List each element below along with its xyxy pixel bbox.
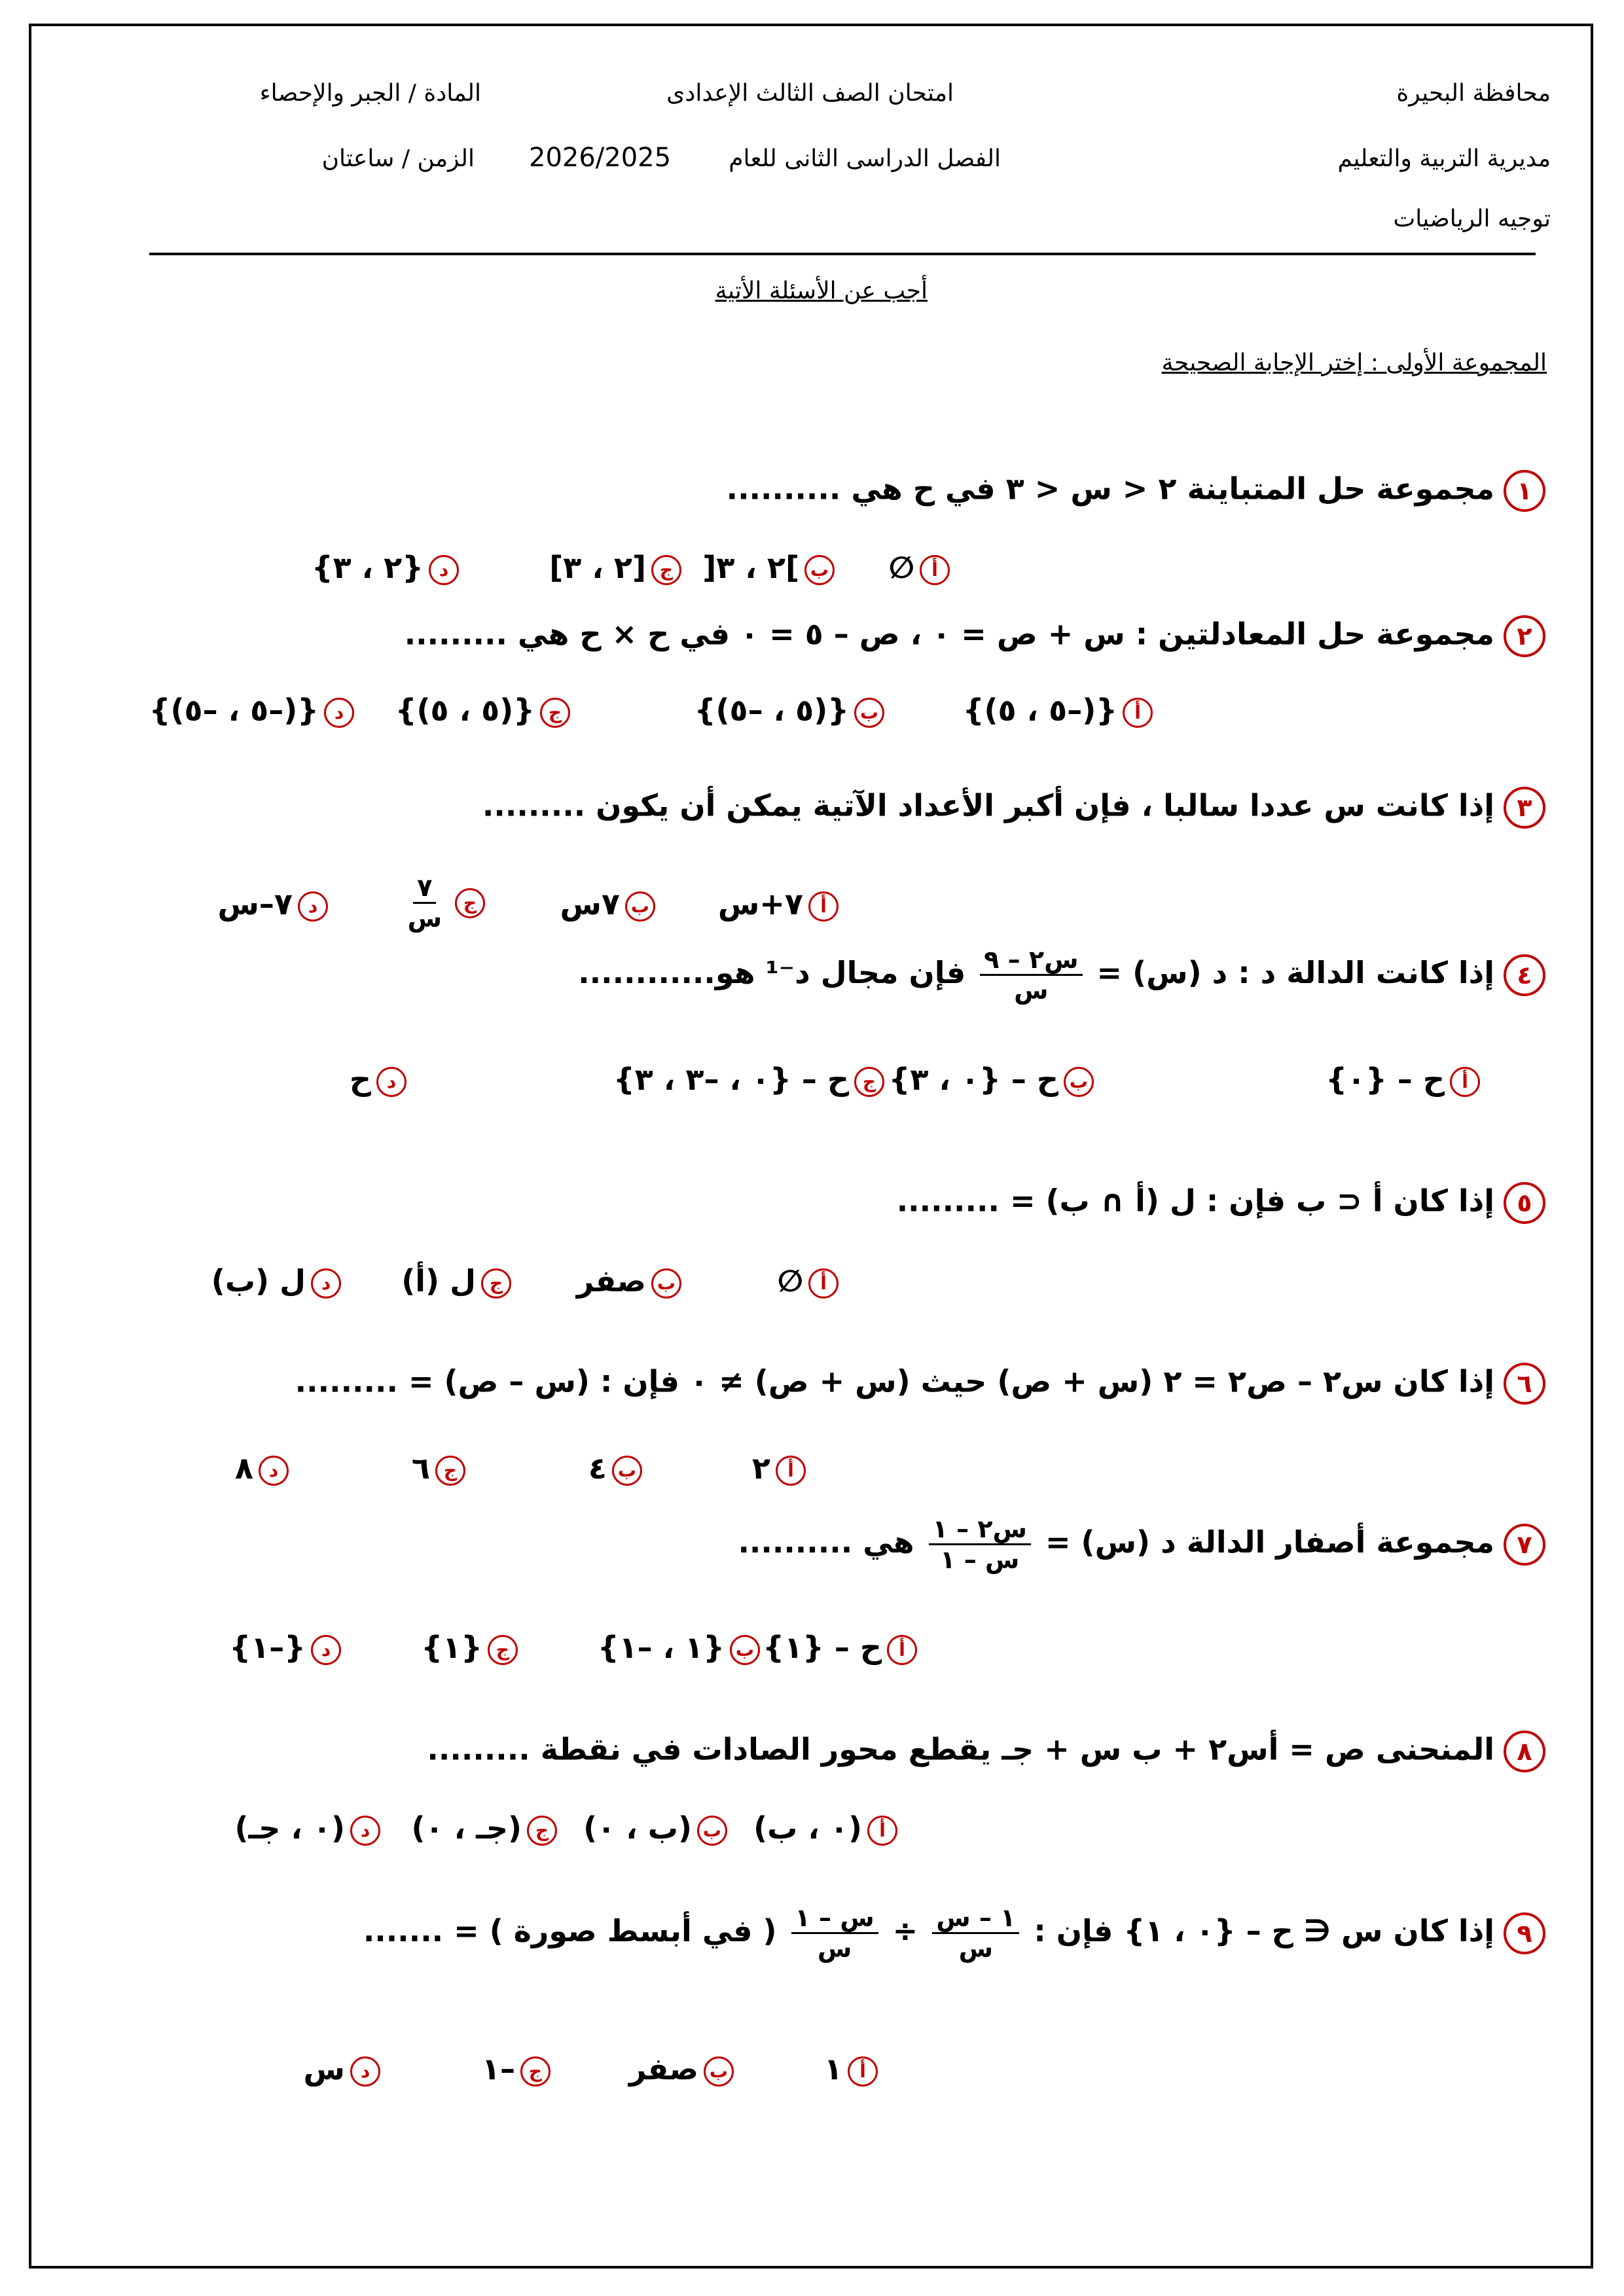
fraction-1: $\frac{\text{١ – س}}{\text{س}}$: [932, 1903, 1019, 1963]
supervision: توجيه الرياضيات: [1393, 206, 1551, 232]
option-a[interactable]: أح – {٠}: [1326, 1062, 1480, 1097]
option-c[interactable]: ج{(٥ ، ٥)}: [395, 692, 570, 728]
option-d[interactable]: د{(–٥ ، –٥)}: [149, 692, 354, 728]
question-5: ٥إذا كان أ ⊂ ب فإن : ل (أ ∩ ب) = .........: [897, 1182, 1545, 1224]
question-text: إذا كان أ ⊂ ب فإن : ل (أ ∩ ب) = .........: [896, 1183, 1494, 1219]
option-c[interactable]: ج{١}: [421, 1630, 518, 1665]
question-text: مجموعة حل المعادلتين : س + ص = ٠ ، ص – ٥ = ٠ في ح × ح هي .........: [404, 616, 1494, 652]
option-d[interactable]: د{–١}: [229, 1630, 341, 1665]
question-6: ٦إذا كان س٢ – ص٢ = ٢ (س + ص) حيث (س + ص) ≠ ٠ فإن : (س – ص) = .........: [295, 1363, 1545, 1405]
option-a[interactable]: أ٧+س: [718, 886, 839, 922]
question-3: ٣إذا كانت س عددا سالبا ، فإن أكبر الأعداد الآتية يمكن أن يكون .........: [482, 787, 1545, 829]
question-1: [727, 470, 1545, 512]
option-d[interactable]: د٨: [235, 1450, 289, 1486]
option-c[interactable]: ج–١: [482, 2051, 550, 2087]
option-c[interactable]: ج(جـ ، ٠): [411, 1810, 557, 1846]
option-d[interactable]: دل (ب): [211, 1263, 341, 1299]
fraction-2: $\frac{\text{س – ١}}{\text{س}}$: [791, 1903, 878, 1963]
question-8: ٨المنحنى ص = أس٢ + ب س + جـ يقطع محور الصادات في نقطة .........: [427, 1731, 1545, 1772]
year: 2026/2025: [529, 143, 672, 173]
option-a[interactable]: أ∅: [778, 1263, 839, 1299]
option-b[interactable]: ب٤: [588, 1450, 642, 1486]
option-b[interactable]: ب(ب ، ٠): [583, 1810, 727, 1846]
question-text: إذا كان س٢ – ص٢ = ٢ (س + ص) حيث (س + ص) ≠ ٠ فإن : (س – ص) = .........: [295, 1363, 1494, 1399]
question-number: ١: [1504, 470, 1545, 512]
option-b[interactable]: بح – {٠ ، ٣}: [889, 1062, 1094, 1097]
header-divider: [149, 253, 1536, 255]
option-b[interactable]: بصفر: [577, 1263, 681, 1299]
option-b[interactable]: ب]٢ ، ٣[: [702, 550, 835, 585]
option-d[interactable]: د{٢ ، ٣}: [312, 550, 459, 585]
option-a[interactable]: أ{(–٥ ، ٥)}: [963, 692, 1153, 728]
question-2: ٢مجموعة حل المعادلتين : س + ص = ٠ ، ص – ٥ = ٠ في ح × ح هي .........: [405, 615, 1545, 657]
option-a[interactable]: أ(٠ ، ب): [753, 1810, 897, 1846]
option-a[interactable]: أ١: [824, 2051, 878, 2087]
option-b[interactable]: بصفر: [629, 2051, 734, 2087]
fraction: $\frac{\text{س٢ – ١}}{\text{س – ١}}$: [929, 1515, 1031, 1574]
term: الفصل الدراسى الثانى للعام: [729, 145, 1001, 172]
option-d[interactable]: دح: [350, 1062, 406, 1097]
group-title: المجموعة الأولى : إختر الإجابة الصحيحة: [1161, 350, 1547, 376]
option-b[interactable]: ب٧س: [560, 886, 655, 922]
option-b[interactable]: ب{(٥ ، –٥)}: [695, 692, 884, 728]
fraction: $\frac{\text{س٢ – ٩}}{\text{س}}$: [980, 945, 1082, 1005]
option-a[interactable]: أ∅: [889, 550, 950, 585]
subject: المادة / الجبر والإحصاء: [259, 80, 481, 107]
question-9: ٩إذا كان س ∈ ح – {٠ ، ١} فإن : $\frac{\text{١ – س}}{\text{س}}$ ÷ $\frac{\text{س – ١}}{\text{س}}$ ( في أبسط صورة ) = .......: [363, 1903, 1545, 1963]
governorate: محافظة البحيرة: [1396, 80, 1551, 107]
exam-title: امتحان الصف الثالث الإعدادى: [666, 80, 954, 107]
question-4: ٤إذا كانت الدالة د : د (س) = $\frac{\text{س٢ – ٩}}{\text{س}}$ فإن مجال د⁻¹ هو............: [578, 945, 1545, 1005]
option-c[interactable]: ج٦: [412, 1450, 465, 1486]
question-text: إذا كانت س عددا سالبا ، فإن أكبر الأعداد الآتية يمكن أن يكون .........: [482, 787, 1494, 823]
option-c[interactable]: ج[٢ ، ٣]: [549, 550, 681, 585]
option-d[interactable]: دس: [304, 2051, 380, 2087]
question-text: مجموعة حل المتباينة ٢ < س < ٣ في ح هي ..........: [726, 471, 1494, 507]
option-c[interactable]: جح – {٠ ، –٣ ، ٣}: [613, 1062, 884, 1097]
option-c[interactable]: ج $\frac{٧}{\text{س}}$: [400, 873, 485, 933]
directorate: مديرية التربية والتعليم: [1337, 145, 1551, 172]
question-7: ٧مجموعة أصفار الدالة د (س) = $\frac{\text{س٢ – ١}}{\text{س – ١}}$ هي ..........: [738, 1515, 1545, 1574]
option-b[interactable]: ب{١ ، –١}: [598, 1630, 760, 1665]
question-text: المنحنى ص = أس٢ + ب س + جـ يقطع محور الصادات في نقطة .........: [427, 1731, 1494, 1767]
option-d[interactable]: د٧–س: [217, 886, 328, 922]
exam-time: الزمن / ساعتان: [321, 145, 475, 172]
answer-instruction: أجب عن الأسئلة الأتية: [715, 278, 928, 304]
option-d[interactable]: د(٠ ، جـ): [234, 1810, 380, 1846]
option-c[interactable]: جل (أ): [401, 1263, 511, 1299]
option-a[interactable]: أح – {١}: [763, 1630, 917, 1665]
option-a[interactable]: أ٢: [752, 1450, 806, 1486]
